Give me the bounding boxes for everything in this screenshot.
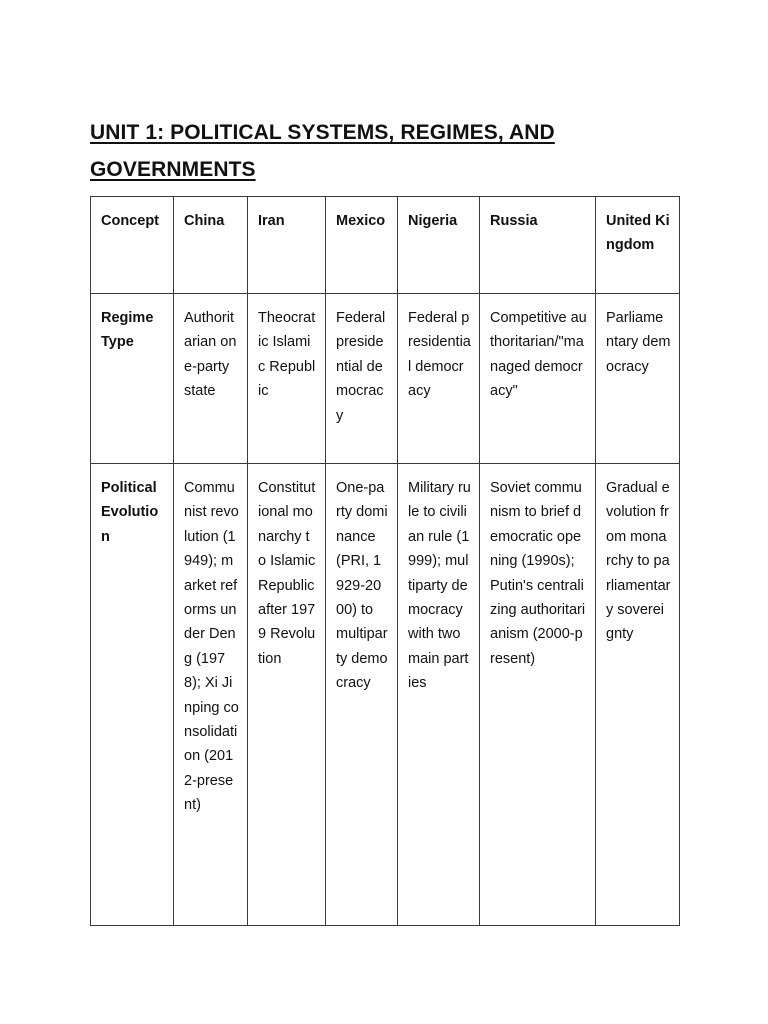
row-label-political-evolution: Political Evolution xyxy=(91,464,174,926)
header-iran: Iran xyxy=(248,197,326,294)
header-nigeria: Nigeria xyxy=(398,197,480,294)
comparison-table xyxy=(90,196,680,926)
header-russia: Russia xyxy=(480,197,596,294)
cell-mexico-evolution: One-party dominance (PRI, 1929-2000) to multiparty democracy xyxy=(326,464,398,926)
title-line-1: UNIT 1: POLITICAL SYSTEMS, REGIMES, AND xyxy=(90,121,555,144)
header-mexico: Mexico xyxy=(326,197,398,294)
header-concept: Concept xyxy=(91,197,174,294)
cell-russia-evolution: Soviet communism to brief democratic opening (1990s); Putin's centralizing authoritarianism (2000-present) xyxy=(480,464,596,926)
title-line-2: GOVERNMENTS xyxy=(90,158,256,181)
cell-mexico-regime: Federal presidential democracy xyxy=(326,294,398,464)
cell-iran-evolution: Constitutional monarchy to Islamic Republic after 1979 Revolution xyxy=(248,464,326,926)
table-row-political-evolution xyxy=(91,464,680,926)
cell-iran-regime: Theocratic Islamic Republic xyxy=(248,294,326,464)
cell-nigeria-regime: Federal presidential democracy xyxy=(398,294,480,464)
header-china: China xyxy=(174,197,248,294)
header-united-kingdom: United Kingdom xyxy=(596,197,680,294)
row-label-regime-type: Regime Type xyxy=(91,294,174,464)
document-title xyxy=(90,114,690,188)
cell-uk-evolution: Gradual evolution from monarchy to parliamentary sovereignty xyxy=(596,464,680,926)
cell-china-regime: Authoritarian one-party state xyxy=(174,294,248,464)
cell-nigeria-evolution: Military rule to civilian rule (1999); multiparty democracy with two main parties xyxy=(398,464,480,926)
cell-uk-regime: Parliamentary democracy xyxy=(596,294,680,464)
table-header-row xyxy=(91,197,680,294)
cell-russia-regime: Competitive authoritarian/"managed democracy" xyxy=(480,294,596,464)
table-row-regime-type xyxy=(91,294,680,464)
cell-china-evolution: Communist revolution (1949); market reforms under Deng (1978); Xi Jinping consolidation (2012-present) xyxy=(174,464,248,926)
